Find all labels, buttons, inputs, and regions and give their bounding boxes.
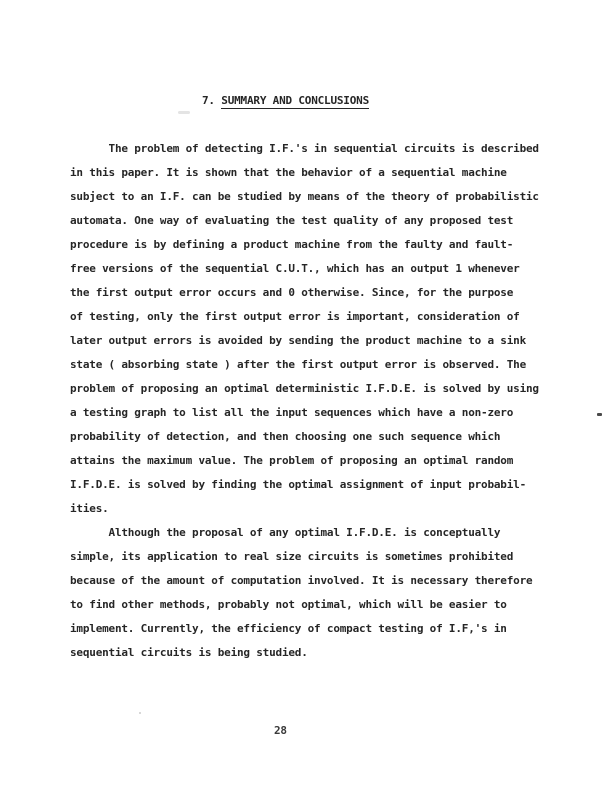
scan-artifact-dash <box>597 413 602 416</box>
page-number: 28 <box>274 724 287 737</box>
text-line: of testing, only the first output error is important, consideration of <box>70 310 520 323</box>
text-line: implement. Currently, the efficiency of compact testing of I.F,'s in <box>70 622 507 635</box>
text-line: a testing graph to list all the input sequences which have a non-zero <box>70 406 514 419</box>
text-line: simple, its application to real size circuits is sometimes prohibited <box>70 550 514 563</box>
text-line: sequential circuits is being studied. <box>70 646 308 659</box>
scan-artifact-smudge <box>178 111 190 114</box>
text-line: ities. <box>70 502 109 515</box>
text-line: the first output error occurs and 0 otherwise. Since, for the purpose <box>70 286 514 299</box>
section-title: SUMMARY AND CONCLUSIONS <box>221 94 370 107</box>
text-line: free versions of the sequential C.U.T., which has an output 1 whenever <box>70 262 520 275</box>
section-number: 7. <box>202 94 222 107</box>
text-line: problem of proposing an optimal deterministic I.F.D.E. is solved by using <box>70 382 539 395</box>
text-line: to find other methods, probably not optimal, which will be easier to <box>70 598 507 611</box>
text-line: in this paper. It is shown that the behavior of a sequential machine <box>70 166 507 179</box>
text-line: probability of detection, and then choosing one such sequence which <box>70 430 501 443</box>
text-line: later output errors is avoided by sending the product machine to a sink <box>70 334 527 347</box>
text-line: Although the proposal of any optimal I.F.D.E. is conceptually <box>70 526 501 539</box>
text-line: I.F.D.E. is solved by finding the optimal assignment of input probabil- <box>70 478 527 491</box>
text-line: automata. One way of evaluating the test quality of any proposed test <box>70 214 514 227</box>
scan-artifact-speck <box>139 712 141 714</box>
text-line: because of the amount of computation involved. It is necessary therefore <box>70 574 533 587</box>
body-text <box>70 137 570 665</box>
text-line: procedure is by defining a product machine from the faulty and fault- <box>70 238 514 251</box>
text-line: subject to an I.F. can be studied by means of the theory of probabilistic <box>70 190 539 203</box>
section-heading <box>202 89 369 113</box>
text-line: state ( absorbing state ) after the first output error is observed. The <box>70 358 527 371</box>
text-line: The problem of detecting I.F.'s in sequential circuits is described <box>70 142 539 155</box>
text-line: attains the maximum value. The problem of proposing an optimal random <box>70 454 514 467</box>
